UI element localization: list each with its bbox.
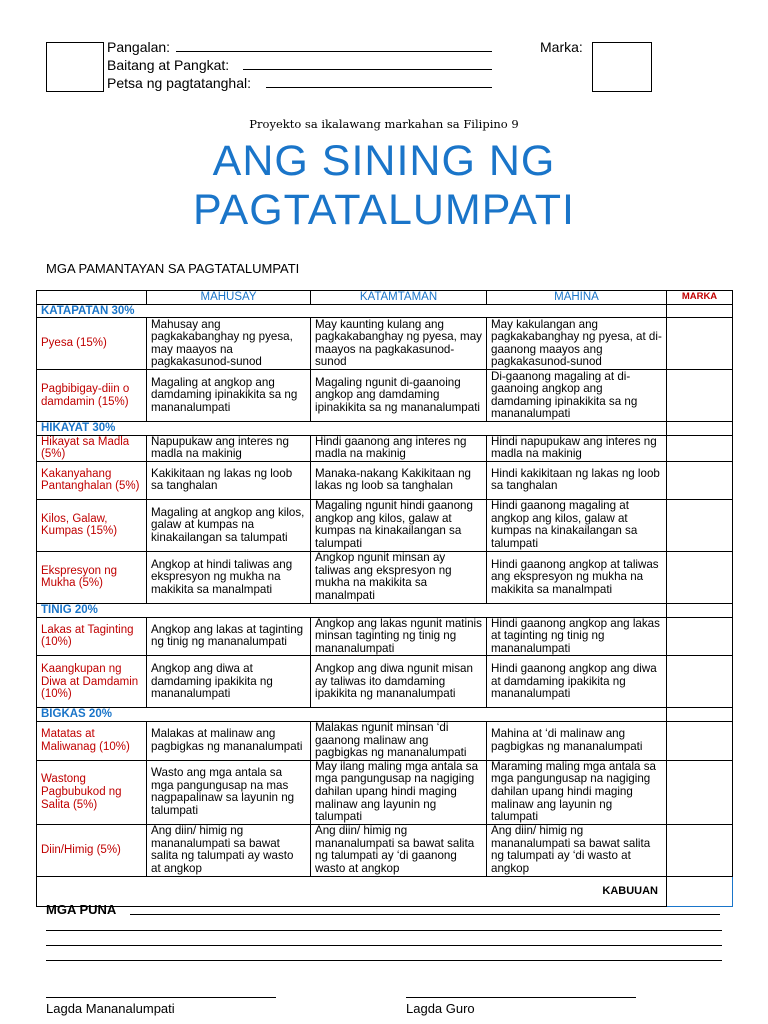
- mahusay-cell: Malakas at malinaw ang pagbigkas ng mananalumpati: [147, 721, 311, 760]
- criterion-cell: Wastong Pagbubukod ng Salita (5%): [37, 760, 147, 824]
- katamtaman-cell: Hindi gaanong ang interes ng madla na makinig: [311, 435, 487, 461]
- column-header: MAHINA: [487, 291, 667, 305]
- criterion-cell: Hikayat sa Madla (5%): [37, 435, 147, 461]
- teacher-signature-label: Lagda Guro: [406, 1001, 475, 1016]
- table-row: [37, 824, 733, 876]
- score-label: Marka:: [540, 39, 583, 55]
- name-field[interactable]: [176, 51, 492, 52]
- katamtaman-cell: Ang diin/ himig ng mananalumpati sa bawat salita ng talumpati ay ‘di gaanong wasto at angkop: [311, 824, 487, 876]
- category-label: BIGKAS 20%: [37, 708, 667, 722]
- total-row: [37, 876, 733, 906]
- score-cell[interactable]: [667, 617, 733, 656]
- mahusay-cell: Magaling at angkop ang damdaming ipinakikita sa ng mananalumpati: [147, 370, 311, 422]
- score-cell[interactable]: [667, 499, 733, 551]
- katamtaman-cell: Magaling ngunit di-gaanoing angkop ang damdaming ipinakikita sa ng mananalumpati: [311, 370, 487, 422]
- speaker-signature-label: Lagda Mananalumpati: [46, 1001, 175, 1016]
- table-row: [37, 617, 733, 656]
- table-row: [37, 435, 733, 461]
- mahina-cell: Ang diin/ himig ng mananalumpati sa bawat salita ng talumpati ay ‘di wasto at angkop: [487, 824, 667, 876]
- criterion-cell: Pyesa (15%): [37, 318, 147, 370]
- category-label: TINIG 20%: [37, 603, 667, 617]
- mahina-cell: Hindi gaanong angkop ang lakas at taginting ng tinig ng mananalumpati: [487, 617, 667, 656]
- grade-label: Baitang at Pangkat:: [107, 57, 230, 73]
- column-header: KATAMTAMAN: [311, 291, 487, 305]
- grade-field[interactable]: [243, 69, 492, 70]
- mahusay-cell: Wasto ang mga antala sa mga pangungusap na mas nagpapalinaw sa layunin ng talumpati: [147, 760, 311, 824]
- table-row: [37, 551, 733, 603]
- comments-line[interactable]: [46, 960, 722, 961]
- mahusay-cell: Ang diin/ himig ng mananalumpati sa bawat salita ng talumpati ay wasto at angkop: [147, 824, 311, 876]
- katamtaman-cell: Angkop ang diwa ngunit misan ay taliwas ito damdaming ipakikita ng mananalumpati: [311, 656, 487, 708]
- criterion-cell: Kakanyahang Pantanghalan (5%): [37, 461, 147, 499]
- criterion-cell: Kilos, Galaw, Kumpas (15%): [37, 499, 147, 551]
- title-line-2: PAGTATALUMPATI: [193, 186, 575, 234]
- katamtaman-cell: Angkop ang lakas ngunit matinis minsan taginting ng tinig ng mananalumpati: [311, 617, 487, 656]
- katamtaman-cell: Malakas ngunit minsan ‘di gaanong malinaw ang pagbigkas ng mananalumpati: [311, 721, 487, 760]
- category-row: [37, 422, 733, 436]
- name-label: Pangalan:: [107, 39, 171, 55]
- mahina-cell: Hindi gaanong angkop ang diwa at damdaming ipakikita ng mananalumpati: [487, 656, 667, 708]
- mahina-cell: Mahina at ‘di malinaw ang pagbigkas ng mananalumpati: [487, 721, 667, 760]
- katamtaman-cell: Magaling ngunit hindi gaanong angkop ang kilos, galaw at kumpas na kinakailangan sa talumpati: [311, 499, 487, 551]
- criterion-cell: Diin/Himig (5%): [37, 824, 147, 876]
- date-field[interactable]: [266, 87, 492, 88]
- criterion-cell: Ekspresyon ng Mukha (5%): [37, 551, 147, 603]
- comments-line[interactable]: [46, 945, 722, 946]
- category-label: KATAPATAN 30%: [37, 304, 667, 318]
- mahusay-cell: Mahusay ang pagkakabanghay ng pyesa, may maayos na pagkakasunod-sunod: [147, 318, 311, 370]
- category-row: [37, 708, 733, 722]
- comments-label: MGA PUNA: [46, 902, 117, 917]
- table-row: [37, 499, 733, 551]
- table-header-row: [37, 291, 733, 305]
- criterion-header: [37, 291, 147, 305]
- score-cell[interactable]: [667, 824, 733, 876]
- total-score-cell[interactable]: [667, 876, 733, 906]
- title-line-1: ANG SINING NG: [212, 137, 556, 185]
- score-cell[interactable]: [667, 422, 733, 436]
- mahina-cell: Hindi napupukaw ang interes ng madla na makinig: [487, 435, 667, 461]
- table-row: [37, 721, 733, 760]
- katamtaman-cell: Manaka-nakang Kakikitaan ng lakas ng loob sa tanghalan: [311, 461, 487, 499]
- mahina-cell: May kakulangan ang pagkakabanghay ng pyesa, at di-gaanong maayos ang pagkakasunod-sunod: [487, 318, 667, 370]
- katamtaman-cell: May kaunting kulang ang pagkakabanghay ng pyesa, may maayos na pagkakasunod-sunod: [311, 318, 487, 370]
- category-row: [37, 603, 733, 617]
- mahusay-cell: Napupukaw ang interes ng madla na makinig: [147, 435, 311, 461]
- column-header: MAHUSAY: [147, 291, 311, 305]
- mahina-cell: Maraming maling mga antala sa mga pangungusap na nagiging dahilan upang hindi maging malinaw ang layunin ng talumpati: [487, 760, 667, 824]
- criterion-cell: Lakas at Taginting (10%): [37, 617, 147, 656]
- criterion-cell: Pagbibigay-diin o damdamin (15%): [37, 370, 147, 422]
- score-box[interactable]: [592, 42, 652, 92]
- table-row: [37, 370, 733, 422]
- score-cell[interactable]: [667, 370, 733, 422]
- criterion-cell: Kaangkupan ng Diwa at Damdamin (10%): [37, 656, 147, 708]
- table-row: [37, 461, 733, 499]
- score-cell[interactable]: [667, 461, 733, 499]
- score-cell[interactable]: [667, 721, 733, 760]
- mahusay-cell: Angkop ang lakas at taginting ng tinig ng mananalumpati: [147, 617, 311, 656]
- criteria-heading: MGA PAMANTAYAN SA PAGTATALUMPATI: [46, 261, 300, 276]
- total-label: KABUUAN: [37, 876, 667, 906]
- table-row: [37, 318, 733, 370]
- mahusay-cell: Magaling at angkop ang kilos, galaw at kumpas na kinakailangan sa talumpati: [147, 499, 311, 551]
- speaker-signature-line[interactable]: [46, 997, 276, 998]
- katamtaman-cell: May ilang maling mga antala sa mga pangungusap na nagiging dahilan upang hindi maging malinaw ang layunin ng talumpati: [311, 760, 487, 824]
- mahina-cell: Hindi gaanong angkop at taliwas ang ekspresyon ng mukha na makikita sa manalmpati: [487, 551, 667, 603]
- mahusay-cell: Kakikitaan ng lakas ng loob sa tanghalan: [147, 461, 311, 499]
- date-label: Petsa ng pagtatanghal:: [107, 75, 252, 91]
- mahina-cell: Di-gaanong magaling at di-gaanoing angkop ang damdaming ipinakikita sa ng mananalumpati: [487, 370, 667, 422]
- criterion-cell: Matatas at Maliwanag (10%): [37, 721, 147, 760]
- score-cell[interactable]: [667, 656, 733, 708]
- photo-box: [46, 42, 104, 92]
- score-cell[interactable]: [667, 435, 733, 461]
- mahina-cell: Hindi kakikitaan ng lakas ng loob sa tanghalan: [487, 461, 667, 499]
- score-cell[interactable]: [667, 551, 733, 603]
- score-cell[interactable]: [667, 603, 733, 617]
- rubric-table: [36, 290, 733, 907]
- table-row: [37, 760, 733, 824]
- score-cell[interactable]: [667, 708, 733, 722]
- table-row: [37, 656, 733, 708]
- mahina-cell: Hindi gaanong magaling at angkop ang kilos, galaw at kumpas na kinakailangan sa talumpati: [487, 499, 667, 551]
- mahusay-cell: Angkop ang diwa at damdaming ipakikita ng mananalumpati: [147, 656, 311, 708]
- category-row: [37, 304, 733, 318]
- score-cell[interactable]: [667, 760, 733, 824]
- mahusay-cell: Angkop at hindi taliwas ang ekspresyon ng mukha na makikita sa manalmpati: [147, 551, 311, 603]
- column-header: MARKA: [667, 291, 733, 305]
- comments-line[interactable]: [46, 930, 722, 931]
- category-label: HIKAYAT 30%: [37, 422, 667, 436]
- project-subtitle: Proyekto sa ikalawang markahan sa Filipino 9: [249, 117, 519, 131]
- teacher-signature-line[interactable]: [406, 997, 636, 998]
- katamtaman-cell: Angkop ngunit minsan ay taliwas ang ekspresyon ng mukha na makikita sa manalmpati: [311, 551, 487, 603]
- comments-line[interactable]: [130, 914, 720, 915]
- score-cell[interactable]: [667, 318, 733, 370]
- score-cell[interactable]: [667, 304, 733, 318]
